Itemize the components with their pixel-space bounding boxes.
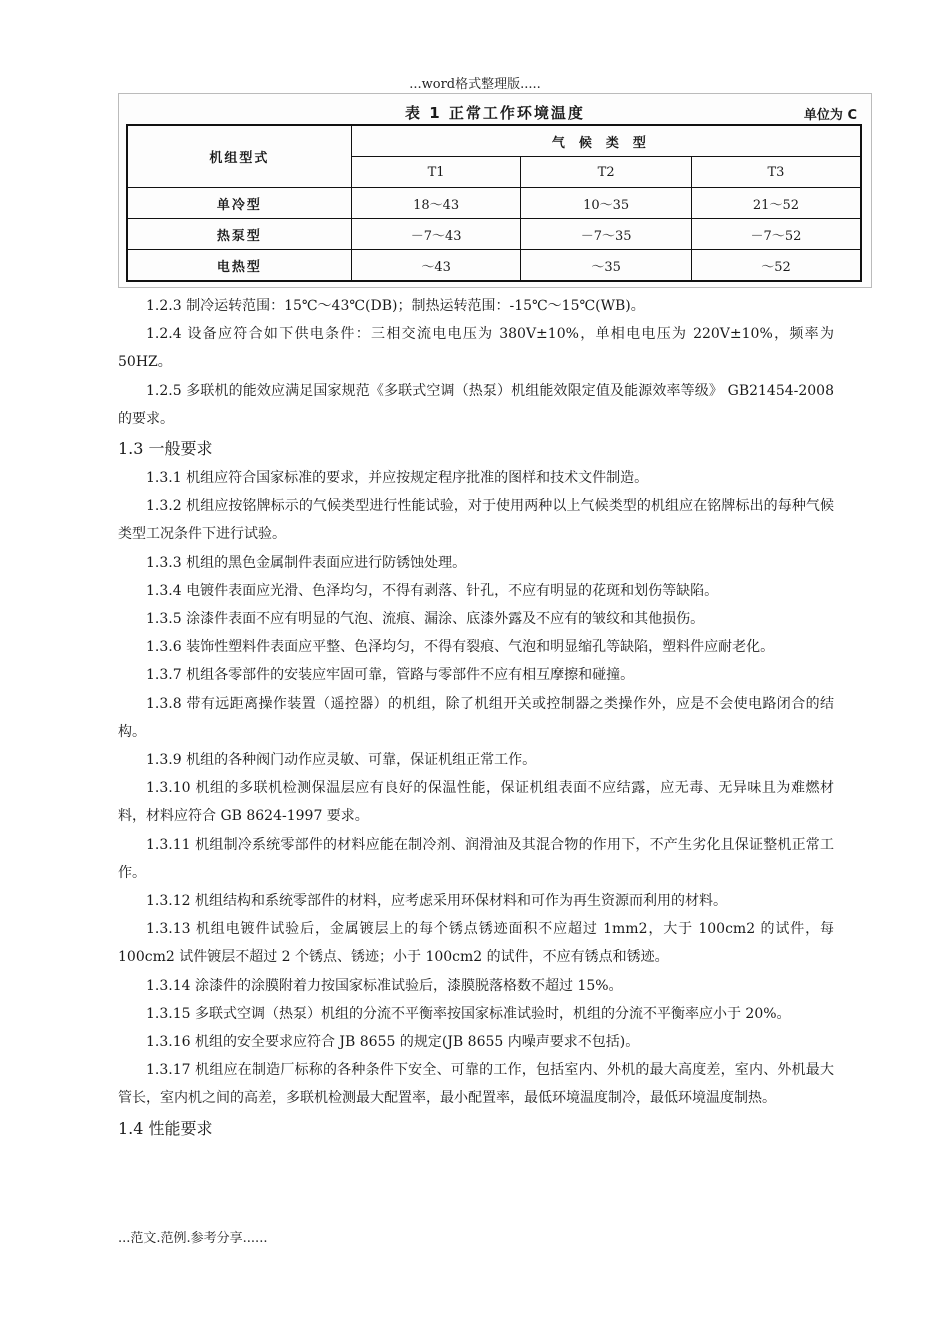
paragraph: 1.2.5 多联机的能效应满足国家规范《多联式空调（热泵）机组能效限定值及能源效率等级》 GB21454-2008 的要求。 bbox=[118, 382, 834, 427]
table-cell: －7～35 bbox=[521, 219, 692, 250]
section-heading: 1.3 一般要求 bbox=[118, 439, 213, 459]
page-footer: ...范文.范例.参考分享...... bbox=[118, 1231, 268, 1246]
paragraph: 1.3.5 涂漆件表面不应有明显的气泡、流痕、漏涂、底漆外露及不应有的皱纹和其他损伤。 bbox=[146, 611, 705, 628]
paragraph: 1.2.4 设备应符合如下供电条件：三相交流电电压为 380V±10%，单相电电压为 220V±10%，频率为 50HZ。 bbox=[118, 326, 834, 371]
column-header-t1: T1 bbox=[351, 157, 521, 188]
column-header-t3: T3 bbox=[691, 157, 861, 188]
climate-type-header: 气候类型 bbox=[351, 125, 861, 157]
temperature-table bbox=[126, 124, 862, 282]
paragraph: 1.3.2 机组应按铭牌标示的气候类型进行性能试验，对于使用两种以上气候类型的机组应在铭牌标出的每种气候类型工况条件下进行试验。 bbox=[118, 498, 834, 543]
table-cell: ～52 bbox=[691, 250, 861, 282]
table-row bbox=[127, 188, 861, 219]
row-label: 单冷型 bbox=[127, 188, 351, 219]
table-cell: ～43 bbox=[351, 250, 521, 282]
section-heading: 1.4 性能要求 bbox=[118, 1118, 213, 1138]
paragraph: 1.3.14 涂漆件的涂膜附着力按国家标准试验后，漆膜脱落格数不超过 15%。 bbox=[146, 977, 623, 994]
paragraph: 1.3.1 机组应符合国家标准的要求，并应按规定程序批准的图样和技术文件制造。 bbox=[146, 470, 649, 487]
table-cell: 21～52 bbox=[691, 188, 861, 219]
paragraph: 1.3.12 机组结构和系统零部件的材料，应考虑采用环保材料和可作为再生资源而利用的材料。 bbox=[146, 893, 727, 910]
table-unit: 单位为 C bbox=[803, 108, 857, 123]
table-cell: 10～35 bbox=[521, 188, 692, 219]
paragraph: 1.3.11 机组制冷系统零部件的材料应能在制冷剂、润滑油及其混合物的作用下，不产生劣化且保证整机正常工作。 bbox=[118, 836, 834, 881]
paragraph: 1.3.15 多联式空调（热泵）机组的分流不平衡率按国家标准试验时，机组的分流不平衡率应小于 20%。 bbox=[146, 1005, 791, 1022]
table-cell: ～35 bbox=[521, 250, 692, 282]
paragraph: 1.3.8 带有远距离操作装置（遥控器）的机组，除了机组开关或控制器之类操作外，应是不会使电路闭合的结构。 bbox=[118, 695, 834, 740]
paragraph: 1.3.6 装饰性塑料件表面应平整、色泽均匀，不得有裂痕、气泡和明显缩孔等缺陷，塑料件应耐老化。 bbox=[146, 639, 775, 656]
table-row bbox=[127, 219, 861, 250]
paragraph: 1.3.13 机组电镀件试验后，金属镀层上的每个锈点锈迹面积不应超过 1mm2，大于 100cm2 的试件，每 100cm2 试件镀层不超过 2 个锈点、锈迹；小于 100cm2 的试件，不应有锈点和锈迹。 bbox=[118, 921, 834, 966]
table-row bbox=[127, 250, 861, 282]
page-header: ...word格式整理版..... bbox=[409, 77, 541, 92]
paragraph: 1.3.10 机组的多联机检测保温层应有良好的保温性能，保证机组表面不应结露，应无毒、无异味且为难燃材料，材料应符合 GB 8624-1997 要求。 bbox=[118, 780, 834, 825]
paragraph: 1.3.7 机组各零部件的安装应牢固可靠，管路与零部件不应有相互摩擦和碰撞。 bbox=[146, 667, 635, 684]
row-label: 热泵型 bbox=[127, 219, 351, 250]
paragraph: 1.3.4 电镀件表面应光滑、色泽均匀，不得有剥落、针孔，不应有明显的花斑和划伤等缺陷。 bbox=[146, 582, 719, 599]
document-body bbox=[118, 292, 834, 1144]
table-cell: －7～43 bbox=[351, 219, 521, 250]
paragraph: 1.3.3 机组的黑色金属制件表面应进行防锈蚀处理。 bbox=[146, 554, 467, 571]
table-title: 表 1 正常工作环境温度 bbox=[405, 104, 585, 122]
paragraph: 1.3.16 机组的安全要求应符合 JB 8655 的规定(JB 8655 内噪声要求不包括)。 bbox=[146, 1034, 640, 1051]
temperature-table-figure bbox=[118, 93, 872, 288]
unit-type-header: 机组型式 bbox=[127, 125, 351, 188]
paragraph: 1.3.17 机组应在制造厂标称的各种条件下安全、可靠的工作，包括室内、外机的最大高度差，室内、外机最大管长，室内机之间的高差，多联机检测最大配置率，最小配置率，最低环境温度制冷，最低环境温度制热。 bbox=[118, 1062, 834, 1107]
paragraph: 1.2.3 制冷运转范围：15℃～43℃(DB)；制热运转范围：-15℃～15℃(WB)。 bbox=[146, 298, 645, 314]
column-header-t2: T2 bbox=[521, 157, 692, 188]
table-cell: －7～52 bbox=[691, 219, 861, 250]
table-cell: 18～43 bbox=[351, 188, 521, 219]
paragraph: 1.3.9 机组的各种阀门动作应灵敏、可靠，保证机组正常工作。 bbox=[146, 752, 537, 769]
row-label: 电热型 bbox=[127, 250, 351, 282]
